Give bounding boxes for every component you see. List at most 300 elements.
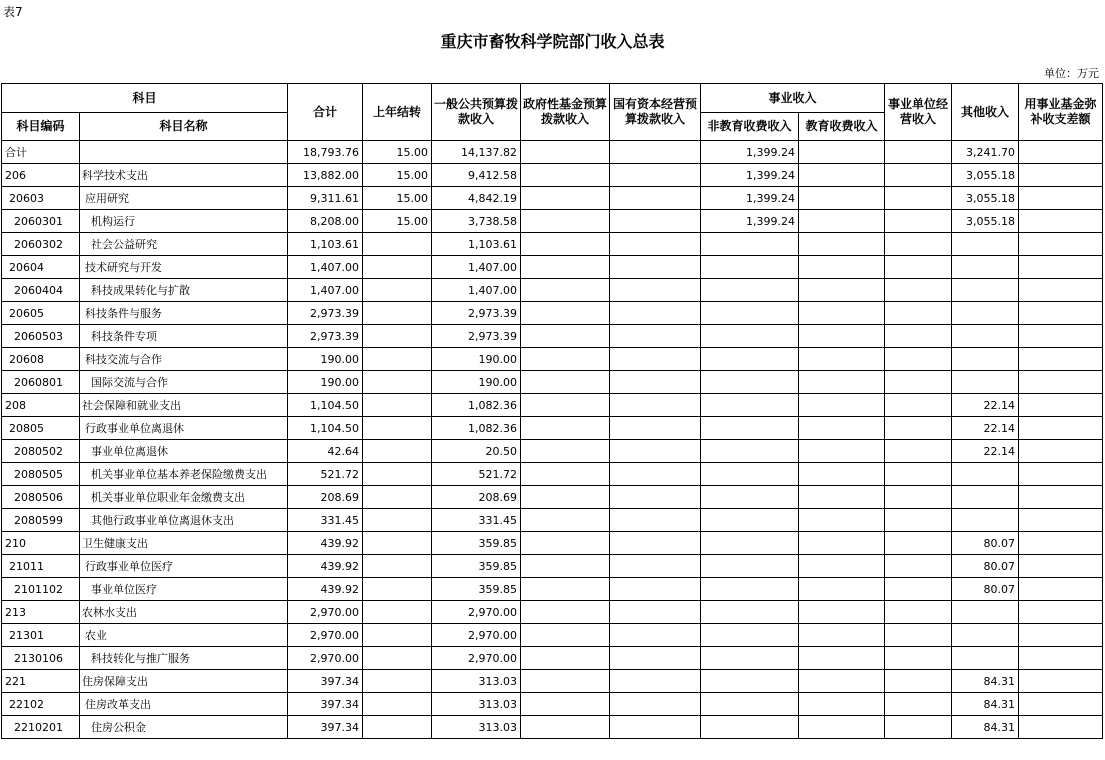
cell-gov-fund (521, 164, 610, 187)
cell-state-capital (610, 417, 701, 440)
cell-edu (799, 601, 885, 624)
cell-fund (1019, 302, 1103, 325)
table-row (2, 279, 1103, 302)
cell-total: 13,882.00 (288, 164, 363, 187)
cell-carryover (363, 417, 432, 440)
cell-other: 84.31 (952, 693, 1019, 716)
cell-carryover (363, 486, 432, 509)
cell-biz-op (885, 302, 952, 325)
cell-edu (799, 716, 885, 739)
cell-code: 2210201 (2, 716, 80, 739)
cell-general: 2,973.39 (432, 325, 521, 348)
cell-other (952, 486, 1019, 509)
cell-gov-fund (521, 555, 610, 578)
header-gov-fund: 政府性基金预算拨款收入 (521, 84, 610, 141)
cell-code: 208 (2, 394, 80, 417)
cell-state-capital (610, 279, 701, 302)
cell-code: 2080505 (2, 463, 80, 486)
cell-fund (1019, 187, 1103, 210)
cell-general: 1,082.36 (432, 417, 521, 440)
cell-carryover (363, 624, 432, 647)
cell-total: 397.34 (288, 716, 363, 739)
cell-biz-op (885, 164, 952, 187)
cell-fund (1019, 532, 1103, 555)
cell-general: 359.85 (432, 532, 521, 555)
cell-name: 行政事业单位医疗 (80, 555, 288, 578)
cell-biz-op (885, 647, 952, 670)
cell-biz-op (885, 670, 952, 693)
cell-name: 应用研究 (80, 187, 288, 210)
cell-code: 20805 (2, 417, 80, 440)
cell-total: 18,793.76 (288, 141, 363, 164)
cell-biz-op (885, 279, 952, 302)
cell-biz-op (885, 348, 952, 371)
cell-non-edu (701, 325, 799, 348)
cell-code: 2080502 (2, 440, 80, 463)
table-row (2, 716, 1103, 739)
cell-total: 9,311.61 (288, 187, 363, 210)
cell-edu (799, 624, 885, 647)
cell-non-edu (701, 348, 799, 371)
cell-biz-op (885, 578, 952, 601)
cell-edu (799, 670, 885, 693)
cell-fund (1019, 233, 1103, 256)
cell-code: 221 (2, 670, 80, 693)
cell-carryover (363, 601, 432, 624)
cell-carryover (363, 670, 432, 693)
table-row (2, 164, 1103, 187)
cell-non-edu: 1,399.24 (701, 141, 799, 164)
page-title: 重庆市畜牧科学院部门收入总表 (440, 32, 665, 51)
cell-total: 1,103.61 (288, 233, 363, 256)
cell-general: 190.00 (432, 348, 521, 371)
table-row (2, 486, 1103, 509)
cell-edu (799, 440, 885, 463)
cell-gov-fund (521, 624, 610, 647)
cell-gov-fund (521, 486, 610, 509)
cell-gov-fund (521, 670, 610, 693)
header-business-income: 事业收入 (701, 84, 885, 113)
cell-state-capital (610, 670, 701, 693)
cell-biz-op (885, 716, 952, 739)
cell-biz-op (885, 601, 952, 624)
cell-gov-fund (521, 578, 610, 601)
cell-non-edu: 1,399.24 (701, 210, 799, 233)
cell-fund (1019, 279, 1103, 302)
cell-state-capital (610, 693, 701, 716)
cell-fund (1019, 394, 1103, 417)
cell-biz-op (885, 256, 952, 279)
cell-other: 80.07 (952, 578, 1019, 601)
cell-non-edu (701, 670, 799, 693)
cell-biz-op (885, 141, 952, 164)
cell-fund (1019, 210, 1103, 233)
cell-state-capital (610, 210, 701, 233)
cell-fund (1019, 578, 1103, 601)
cell-total: 2,973.39 (288, 302, 363, 325)
cell-biz-op (885, 371, 952, 394)
cell-non-edu (701, 578, 799, 601)
cell-other (952, 509, 1019, 532)
cell-other (952, 233, 1019, 256)
cell-general: 1,407.00 (432, 279, 521, 302)
header-subject: 科目 (2, 84, 288, 113)
cell-name: 科技交流与合作 (80, 348, 288, 371)
cell-biz-op (885, 555, 952, 578)
cell-non-edu (701, 256, 799, 279)
cell-edu (799, 325, 885, 348)
cell-fund (1019, 371, 1103, 394)
cell-name: 科技转化与推广服务 (80, 647, 288, 670)
table-row (2, 302, 1103, 325)
cell-code: 20605 (2, 302, 80, 325)
table-row (2, 371, 1103, 394)
cell-name: 卫生健康支出 (80, 532, 288, 555)
cell-non-edu (701, 532, 799, 555)
cell-general: 521.72 (432, 463, 521, 486)
cell-non-edu (701, 555, 799, 578)
cell-other (952, 302, 1019, 325)
cell-carryover (363, 693, 432, 716)
cell-edu (799, 394, 885, 417)
cell-fund (1019, 325, 1103, 348)
unit-label: 单位：万元 (1044, 67, 1099, 80)
cell-code: 22102 (2, 693, 80, 716)
table-row (2, 394, 1103, 417)
cell-biz-op (885, 486, 952, 509)
cell-code: 20604 (2, 256, 80, 279)
cell-biz-op (885, 463, 952, 486)
cell-code: 21011 (2, 555, 80, 578)
table-row (2, 555, 1103, 578)
cell-code: 2101102 (2, 578, 80, 601)
header-general-budget: 一般公共预算拨款收入 (432, 84, 521, 141)
cell-state-capital (610, 440, 701, 463)
cell-other: 80.07 (952, 555, 1019, 578)
cell-total: 2,970.00 (288, 647, 363, 670)
cell-other: 22.14 (952, 394, 1019, 417)
cell-general: 20.50 (432, 440, 521, 463)
cell-biz-op (885, 233, 952, 256)
cell-general: 359.85 (432, 578, 521, 601)
cell-carryover (363, 348, 432, 371)
cell-gov-fund (521, 233, 610, 256)
cell-total: 42.64 (288, 440, 363, 463)
cell-state-capital (610, 302, 701, 325)
cell-state-capital (610, 371, 701, 394)
cell-total: 2,970.00 (288, 624, 363, 647)
cell-state-capital (610, 463, 701, 486)
table-row (2, 578, 1103, 601)
cell-other: 84.31 (952, 716, 1019, 739)
cell-edu (799, 256, 885, 279)
cell-total: 8,208.00 (288, 210, 363, 233)
income-summary-table (1, 83, 1103, 739)
cell-code: 2060801 (2, 371, 80, 394)
cell-non-edu: 1,399.24 (701, 164, 799, 187)
header-edu-fee: 教育收费收入 (799, 113, 885, 141)
cell-fund (1019, 509, 1103, 532)
table-row (2, 670, 1103, 693)
cell-gov-fund (521, 256, 610, 279)
cell-carryover (363, 279, 432, 302)
cell-total: 397.34 (288, 693, 363, 716)
cell-carryover (363, 440, 432, 463)
cell-carryover (363, 578, 432, 601)
cell-edu (799, 348, 885, 371)
cell-edu (799, 302, 885, 325)
table-row (2, 624, 1103, 647)
cell-edu (799, 371, 885, 394)
cell-other (952, 624, 1019, 647)
header-carryover: 上年结转 (363, 84, 432, 141)
cell-gov-fund (521, 647, 610, 670)
cell-edu (799, 509, 885, 532)
cell-carryover (363, 555, 432, 578)
cell-fund (1019, 624, 1103, 647)
cell-general: 2,973.39 (432, 302, 521, 325)
cell-fund (1019, 348, 1103, 371)
cell-other: 22.14 (952, 417, 1019, 440)
cell-gov-fund (521, 417, 610, 440)
cell-carryover: 15.00 (363, 164, 432, 187)
table-row (2, 601, 1103, 624)
cell-edu (799, 187, 885, 210)
cell-name: 住房改革支出 (80, 693, 288, 716)
cell-general: 1,103.61 (432, 233, 521, 256)
cell-biz-op (885, 440, 952, 463)
cell-name: 科技条件与服务 (80, 302, 288, 325)
cell-name: 国际交流与合作 (80, 371, 288, 394)
cell-code: 2130106 (2, 647, 80, 670)
cell-fund (1019, 141, 1103, 164)
cell-gov-fund (521, 440, 610, 463)
cell-name: 社会保障和就业支出 (80, 394, 288, 417)
cell-state-capital (610, 532, 701, 555)
cell-edu (799, 532, 885, 555)
cell-state-capital (610, 187, 701, 210)
cell-general: 1,082.36 (432, 394, 521, 417)
cell-state-capital (610, 578, 701, 601)
cell-name: 技术研究与开发 (80, 256, 288, 279)
cell-biz-op (885, 693, 952, 716)
cell-other: 80.07 (952, 532, 1019, 555)
table-row (2, 647, 1103, 670)
header-other-income: 其他收入 (952, 84, 1019, 141)
table-body (2, 141, 1103, 739)
cell-total: 190.00 (288, 348, 363, 371)
cell-fund (1019, 164, 1103, 187)
cell-name: 科学技术支出 (80, 164, 288, 187)
cell-general: 190.00 (432, 371, 521, 394)
cell-total: 439.92 (288, 578, 363, 601)
cell-general: 4,842.19 (432, 187, 521, 210)
cell-non-edu (701, 394, 799, 417)
cell-fund (1019, 670, 1103, 693)
cell-non-edu (701, 440, 799, 463)
cell-general: 313.03 (432, 716, 521, 739)
cell-total: 439.92 (288, 555, 363, 578)
cell-non-edu (701, 463, 799, 486)
cell-non-edu: 1,399.24 (701, 187, 799, 210)
cell-carryover (363, 256, 432, 279)
cell-code: 206 (2, 164, 80, 187)
cell-code: 213 (2, 601, 80, 624)
cell-state-capital (610, 601, 701, 624)
cell-name: 其他行政事业单位离退休支出 (80, 509, 288, 532)
table-row (2, 325, 1103, 348)
header-subject-name: 科目名称 (80, 113, 288, 141)
cell-name: 机关事业单位基本养老保险缴费支出 (80, 463, 288, 486)
cell-gov-fund (521, 601, 610, 624)
cell-fund (1019, 486, 1103, 509)
cell-state-capital (610, 555, 701, 578)
header-business-unit-operating: 事业单位经营收入 (885, 84, 952, 141)
cell-name: 行政事业单位离退休 (80, 417, 288, 440)
cell-code: 2060302 (2, 233, 80, 256)
cell-gov-fund (521, 210, 610, 233)
cell-general: 1,407.00 (432, 256, 521, 279)
cell-other (952, 463, 1019, 486)
cell-carryover (363, 509, 432, 532)
cell-gov-fund (521, 371, 610, 394)
table-row (2, 233, 1103, 256)
cell-total: 208.69 (288, 486, 363, 509)
cell-carryover (363, 532, 432, 555)
cell-biz-op (885, 624, 952, 647)
cell-biz-op (885, 509, 952, 532)
table-row (2, 348, 1103, 371)
cell-state-capital (610, 256, 701, 279)
cell-fund (1019, 417, 1103, 440)
cell-state-capital (610, 164, 701, 187)
cell-gov-fund (521, 325, 610, 348)
cell-non-edu (701, 233, 799, 256)
cell-state-capital (610, 348, 701, 371)
cell-non-edu (701, 486, 799, 509)
cell-non-edu (701, 693, 799, 716)
cell-name: 科技成果转化与扩散 (80, 279, 288, 302)
cell-edu (799, 417, 885, 440)
cell-biz-op (885, 417, 952, 440)
cell-total: 1,407.00 (288, 256, 363, 279)
cell-name: 社会公益研究 (80, 233, 288, 256)
cell-carryover (363, 394, 432, 417)
cell-non-edu (701, 716, 799, 739)
cell-state-capital (610, 394, 701, 417)
cell-gov-fund (521, 348, 610, 371)
cell-non-edu (701, 624, 799, 647)
cell-edu (799, 647, 885, 670)
cell-carryover (363, 233, 432, 256)
cell-state-capital (610, 647, 701, 670)
cell-state-capital (610, 486, 701, 509)
cell-other (952, 325, 1019, 348)
cell-general: 359.85 (432, 555, 521, 578)
cell-gov-fund (521, 141, 610, 164)
cell-total: 397.34 (288, 670, 363, 693)
cell-general: 331.45 (432, 509, 521, 532)
cell-other: 22.14 (952, 440, 1019, 463)
table-row (2, 463, 1103, 486)
table-number: 表7 (3, 5, 23, 19)
cell-code: 合计 (2, 141, 80, 164)
cell-name: 科技条件专项 (80, 325, 288, 348)
header-non-edu-fee: 非教育收费收入 (701, 113, 799, 141)
cell-non-edu (701, 601, 799, 624)
cell-carryover (363, 371, 432, 394)
cell-gov-fund (521, 693, 610, 716)
cell-fund (1019, 440, 1103, 463)
cell-edu (799, 210, 885, 233)
cell-edu (799, 279, 885, 302)
cell-non-edu (701, 302, 799, 325)
cell-other (952, 279, 1019, 302)
cell-total: 190.00 (288, 371, 363, 394)
table-row (2, 532, 1103, 555)
cell-edu (799, 164, 885, 187)
cell-general: 2,970.00 (432, 647, 521, 670)
cell-gov-fund (521, 394, 610, 417)
cell-fund (1019, 256, 1103, 279)
cell-other: 3,055.18 (952, 164, 1019, 187)
cell-gov-fund (521, 463, 610, 486)
header-state-capital: 国有资本经营预算拨款收入 (610, 84, 701, 141)
cell-total: 439.92 (288, 532, 363, 555)
cell-carryover: 15.00 (363, 187, 432, 210)
cell-biz-op (885, 325, 952, 348)
header-fund-cover: 用事业基金弥补收支差额 (1019, 84, 1103, 141)
cell-code: 20603 (2, 187, 80, 210)
table-row (2, 417, 1103, 440)
cell-gov-fund (521, 716, 610, 739)
cell-general: 14,137.82 (432, 141, 521, 164)
cell-state-capital (610, 716, 701, 739)
table-row (2, 187, 1103, 210)
cell-other: 3,055.18 (952, 187, 1019, 210)
cell-gov-fund (521, 302, 610, 325)
cell-total: 1,407.00 (288, 279, 363, 302)
cell-edu (799, 486, 885, 509)
cell-other (952, 348, 1019, 371)
cell-non-edu (701, 371, 799, 394)
cell-non-edu (701, 279, 799, 302)
cell-gov-fund (521, 187, 610, 210)
cell-fund (1019, 463, 1103, 486)
cell-state-capital (610, 325, 701, 348)
header-subject-code: 科目编码 (2, 113, 80, 141)
cell-name: 事业单位离退休 (80, 440, 288, 463)
cell-biz-op (885, 187, 952, 210)
cell-name: 机关事业单位职业年金缴费支出 (80, 486, 288, 509)
cell-general: 313.03 (432, 693, 521, 716)
cell-edu (799, 233, 885, 256)
cell-other: 3,055.18 (952, 210, 1019, 233)
cell-carryover (363, 647, 432, 670)
cell-general: 3,738.58 (432, 210, 521, 233)
cell-fund (1019, 647, 1103, 670)
cell-name: 住房公积金 (80, 716, 288, 739)
cell-non-edu (701, 647, 799, 670)
cell-non-edu (701, 509, 799, 532)
cell-total: 1,104.50 (288, 394, 363, 417)
cell-general: 313.03 (432, 670, 521, 693)
cell-non-edu (701, 417, 799, 440)
cell-code: 2060301 (2, 210, 80, 233)
cell-code: 2060503 (2, 325, 80, 348)
cell-state-capital (610, 141, 701, 164)
cell-edu (799, 555, 885, 578)
